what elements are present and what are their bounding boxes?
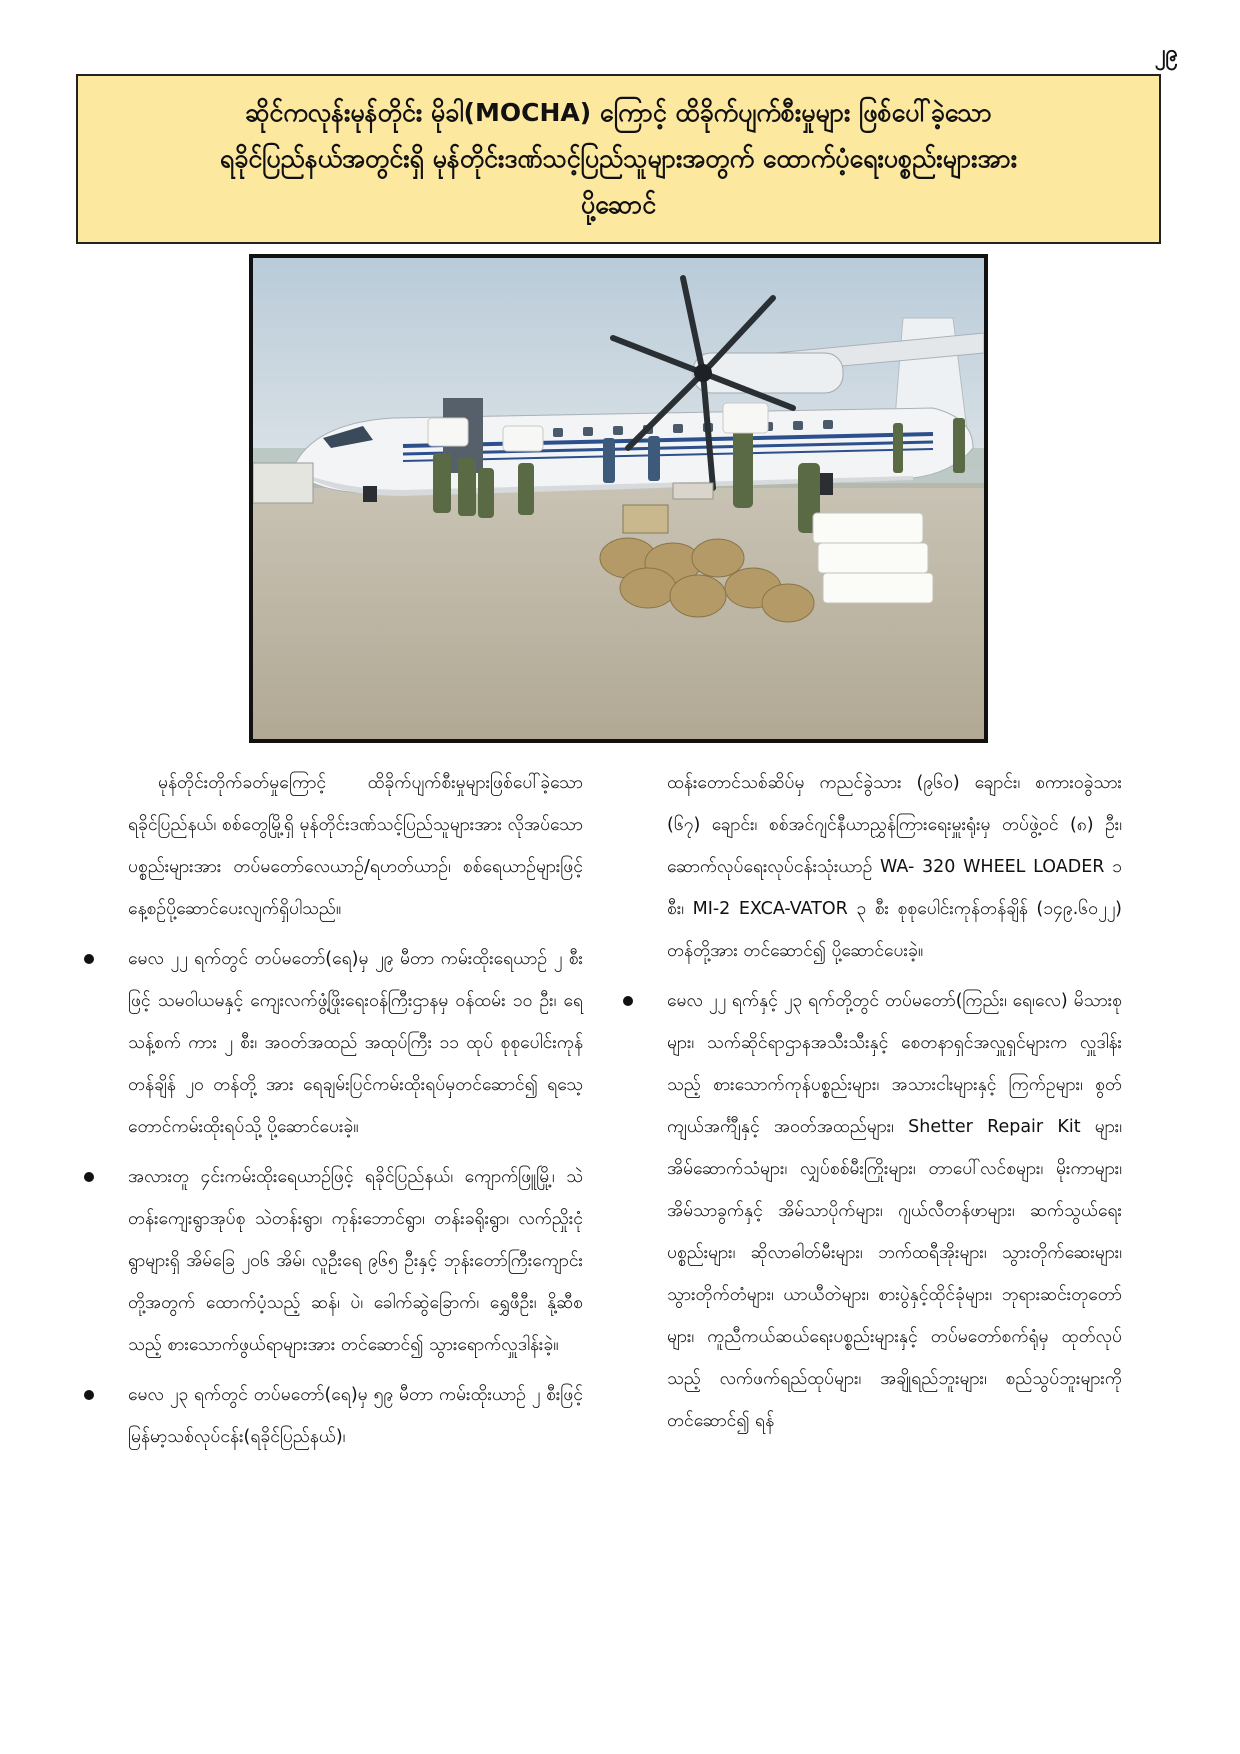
bullet-item <box>128 938 583 1148</box>
left-column <box>128 762 583 1466</box>
bullet-text: မေလ ၂၂ ရက်တွင် တပ်မတော်(ရေ)မှ ၂၉ မီတာ ကမ်းထိုးရေယာဉ် ၂ စီးဖြင့် သမဝါယမနှင့် ကျေးလက်ဖွံ့ဖြိုးရေးဝန်ကြီးဌာနမှ ဝန်ထမ်း ၁၀ ဦး၊ ရေသန့်စက် ကား ၂ စီး၊ အဝတ်အထည် အထုပ်ကြီး ၁၁ ထုပ် စုစုပေါင်းကုန်တန်ချိန် ၂၀ တန်တို့ အား ရေချမ်းပြင်ကမ်းထိုးရပ်မှတင်ဆောင်၍ ရသေ့တောင်ကမ်းထိုးရပ်သို့ ပို့ဆောင်ပေးခဲ့။ <box>128 949 583 1137</box>
article-title-line-1: ဆိုင်ကလုန်းမုန်တိုင်း မိုခါ(MOCHA) ကြောင့် ထိခိုက်ပျက်စီးမှုများ ဖြစ်ပေါ်ခဲ့သော <box>245 98 992 127</box>
continuation-paragraph: ထန်းတောင်သစ်ဆိပ်မှ ကညင်ခွဲသား (၉၆၀) ချောင်း၊ စကားဝခွဲသား (၆၇) ချောင်း၊ စစ်အင်ဂျင်နီယာညွှန်ကြားရေးမှူးရုံးမှ တပ်ဖွဲ့ဝင် (၈) ဦး၊ ဆောက်လုပ်ရေးလုပ်ငန်းသုံးယာဉ် WA- 320 WHEEL LOADER ၁ စီး၊ MI-2 EXCA-VATOR ၃ စီး စုစုပေါင်းကုန်တန်ချိန် (၁၄၉.၆၀၂၂) တန်တို့အား တင်ဆောင်၍ ပို့ဆောင်ပေးခဲ့။ <box>667 773 1122 961</box>
article-title-line-3: ပို့ဆောင် <box>580 190 657 219</box>
bullet-item <box>128 1374 583 1458</box>
bullet-icon <box>623 996 633 1006</box>
bullet-icon <box>84 1390 94 1400</box>
relief-bundles <box>813 513 933 603</box>
right-column <box>667 762 1122 1450</box>
intro-paragraph: မုန်တိုင်းတိုက်ခတ်မှုကြောင့် ထိခိုက်ပျက်စီးမှုများဖြစ်ပေါ်ခဲ့သော ရခိုင်ပြည်နယ်၊ စစ်တွေမြို့ရှိ မုန်တိုင်းဒဏ်သင့်ပြည်သူများအား လိုအပ်သောပစ္စည်းများအား တပ်မတော်လေယာဉ်/ရဟတ်ယာဉ်၊ စစ်ရေယာဉ်များဖြင့် နေ့စဉ်ပို့ဆောင်ပေးလျက်ရှိပါသည်။ <box>128 773 583 919</box>
bullet-icon <box>84 954 94 964</box>
bullet-item <box>667 980 1122 1442</box>
bullet-item <box>128 1156 583 1366</box>
bullet-icon <box>84 1172 94 1182</box>
article-title-line-2: ရခိုင်ပြည်နယ်အတွင်းရှိ မုန်တိုင်းဒဏ်သင့်ပြည်သူများအတွက် ထောက်ပံ့ရေးပစ္စည်းများအား <box>219 144 1018 173</box>
page-number: ၂၉ <box>1154 41 1178 66</box>
relief-aircraft-photo <box>249 254 988 743</box>
bullet-text: မေလ ၂၂ ရက်နှင့် ၂၃ ရက်တို့တွင် တပ်မတော်(ကြည်း၊ ရေ၊လေ) မိသားစုများ၊ သက်ဆိုင်ရာဌာနအသီးသီးနှင့် စေတနာရှင်အလှူရှင်များက လှူဒါန်းသည့် စားသောက်ကုန်ပစ္စည်းများ၊ အသားငါးများနှင့် ကြက်ဥများ၊ စွတ်ကျယ်အင်္ကျီနှင့် အဝတ်အထည်များ၊ Shetter Repair Kit များ၊ အိမ်ဆောက်သံများ၊ လျှပ်စစ်မီးကြိုးများ၊ တာပေါ်လင်စများ၊ မိုးကာများ၊ အိမ်သာခွက်နှင့် အိမ်သာပိုက်များ၊ ဂျယ်လီတန်ဖာများ၊ ဆက်သွယ်ရေးပစ္စည်းများ၊ ဆိုလာဓါတ်မီးများ၊ ဘက်ထရီအိုးများ၊ သွားတိုက်ဆေးများ၊ သွားတိုက်တံများ၊ ယာယီတဲများ၊ စားပွဲနှင့်ထိုင်ခုံများ၊ ဘုရားဆင်းတုတော်များ၊ ကူညီကယ်ဆယ်ရေးပစ္စည်းများနှင့် တပ်မတော်စက်ရုံမှ ထုတ်လုပ်သည့် လက်ဖက်ရည်ထုပ်များ၊ အချိုရည်ဘူးများ၊ စည်သွပ်ဘူးများကို တင်ဆောင်၍ ရန် <box>667 991 1122 1431</box>
bullet-text: မေလ ၂၃ ရက်တွင် တပ်မတော်(ရေ)မှ ၅၉ မီတာ ကမ်းထိုးယာဉ် ၂ စီးဖြင့် မြန်မာ့သစ်လုပ်ငန်း(ရခိုင်ပြည်နယ်)၊ <box>128 1385 583 1447</box>
photo-illustration <box>253 258 984 739</box>
article-title-box <box>76 74 1161 244</box>
bullet-text: အလားတူ ၄င်းကမ်းထိုးရေယာဉ်ဖြင့် ရခိုင်ပြည်နယ်၊ ကျောက်ဖြူမြို့၊ သဲတန်းကျေးရွာအုပ်စု သဲတန်းရွာ၊ ကုန်းဘောင်ရွာ၊ တန်းခရိုးရွာ၊ လက်ညှိုးငုံရွာများရှိ အိမ်ခြေ ၂၀၆ အိမ်၊ လူဦးရေ ၉၆၅ ဦးနှင့် ဘုန်းတော်ကြီးကျောင်းတို့အတွက် ထောက်ပံ့သည့် ဆန်၊ ပဲ၊ ခေါက်ဆွဲခြောက်၊ ရွှေဖီဦး၊ နို့ဆီစသည့် စားသောက်ဖွယ်ရာများအား တင်ဆောင်၍ သွားရောက်လှူဒါန်းခဲ့။ <box>128 1167 583 1355</box>
